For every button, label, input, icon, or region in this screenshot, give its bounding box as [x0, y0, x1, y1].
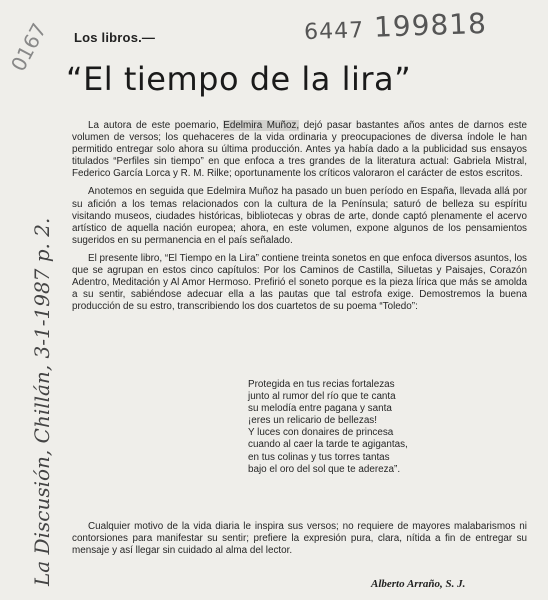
section-label: Los libros.— [74, 30, 156, 45]
poem-quote [248, 379, 498, 476]
paragraph-2: Anotemos en seguida que Edelmira Muñoz ha pasado un buen período en España, llevada allá por su afición a los temas relacionados con la cultura de la Península; saturó de belleza su espíritu visitando museos, ciudades históricas, bibliotecas y obras de arte, donde captó plenamente el acervo artístico de aquella nación europea; ahora, en este volumen, expone algunos de los pensamientos sugeridos en su permanencia en el país señalado. [72, 186, 527, 246]
author-signature: Alberto Arraño, S. J. [371, 578, 466, 590]
article-title: “El tiempo de la lira” [66, 60, 412, 98]
article-body [72, 120, 527, 319]
handwritten-archive-numbers [303, 7, 487, 46]
handwritten-margin-code: 0167 [6, 19, 52, 76]
closing-section [72, 521, 527, 557]
highlighted-author-name: Edelmira Muñoz, [223, 120, 300, 131]
poem-line: su melodía entre pagana y santa [248, 403, 392, 415]
handwritten-number-left: 6447 [303, 18, 365, 46]
paragraph-1-start: La autora de este poemario, [88, 120, 224, 131]
poem-line: Y luces con donaires de princesa [248, 427, 394, 439]
poem-line: Protegida en tus recias fortalezas [248, 379, 395, 390]
handwritten-source-note: La Discusión, Chillán, 3-1-1987 p. 2. [30, 217, 54, 586]
poem-line: ¡eres un relicario de bellezas! [248, 415, 377, 427]
poem-line: junto al rumor del río que te canta [248, 391, 396, 403]
poem-line: bajo el oro del sol que te adereza”. [248, 463, 401, 475]
paragraph-1-rest: dejó pasar bastantes años antes de darnos este volumen de versos; los quehaceres de la vida ordinaria y preocupaciones de diversa índole le han permitido entregar solo ahora su última producción. Antes ya había dado a la publicidad sus ensayos titulados “Perfiles sin tiempo” en que enfoca a tres grandes de la literatura actual: Gabriela Mistral, Federico García Lorca y R. M. Rilke; oportunamente los críticos valoraron el carácter de estos escritos. [72, 120, 528, 180]
handwritten-number-right: 199818 [373, 6, 488, 44]
poem-line: en tus colinas y tus torres tantas [248, 451, 390, 463]
poem-line: cuando al caer la tarde te agigantas, [248, 439, 408, 451]
paragraph-4: Cualquier motivo de la vida diaria le inspira sus versos; no requiere de mayores malabarismos ni contorsiones para manifestar su sentir; prefiere la expresión pura, clara, nítida a fin de entregar su mensaje y así llegar sin cuidado al alma del lector. [72, 521, 527, 557]
paragraph-1 [72, 120, 527, 180]
paragraph-3: El presente libro, “El Tiempo en la Lira” contiene treinta sonetos en que enfoca diversos asuntos, los que se agrupan en estos cinco capítulos: Por los Caminos de Castilla, Siluetas y Paisajes, Corazón Adentro, Meditación y Al Amor Hermoso. Prefirió el soneto porque es la pieza lírica que más se amolda a su sentir, sabiéndose adecuar ella a las pautas que tal estrofa exige. Demostremos la buena producción de su estro, transcribiendo los dos cuartetos de su poema “Toledo”: [72, 252, 527, 313]
